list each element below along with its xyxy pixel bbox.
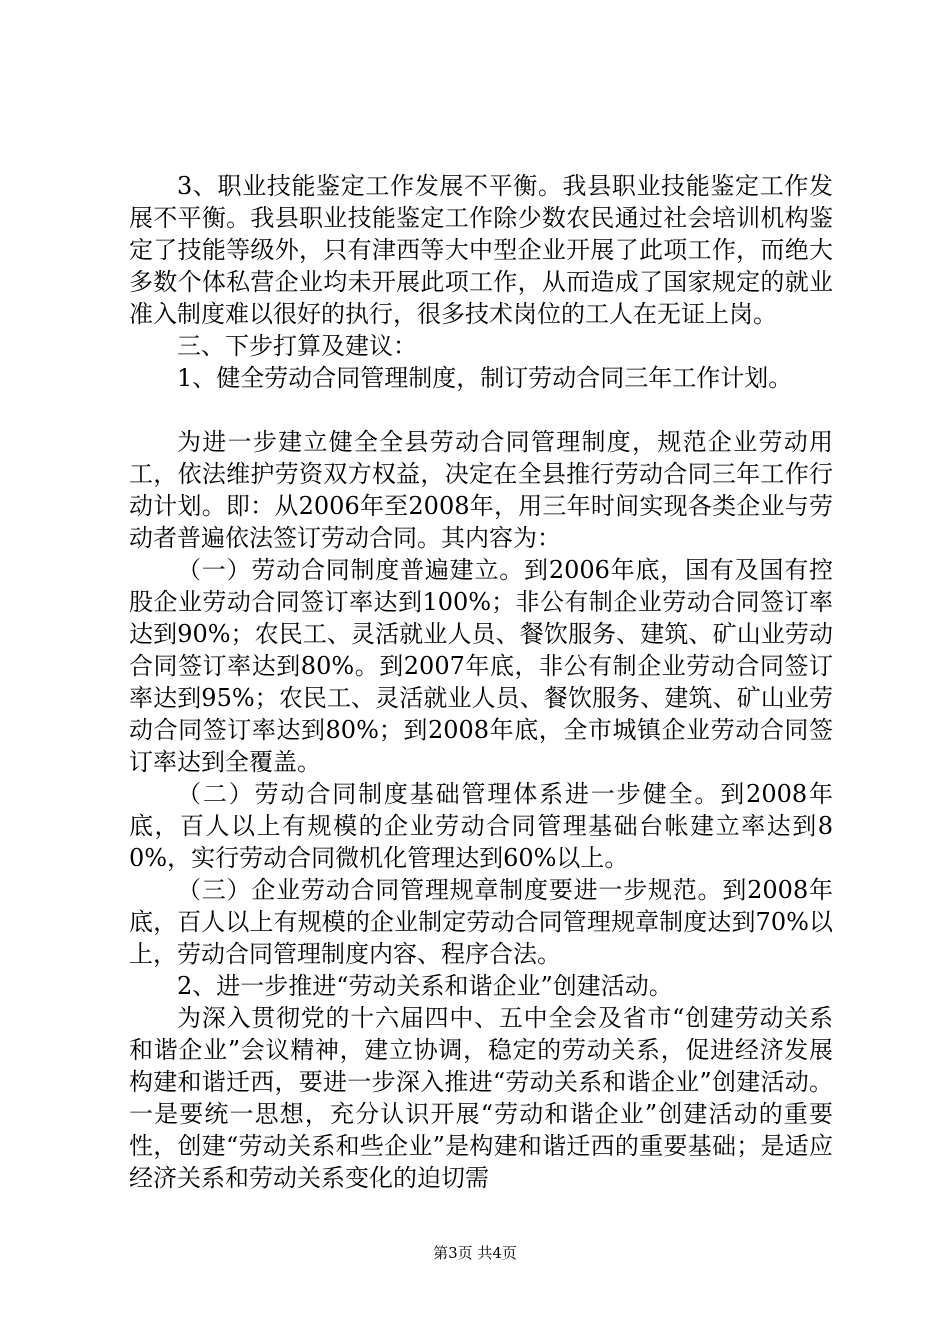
paragraph-three-year-plan: 为进一步建立健全全县劳动合同管理制度，规范企业劳动用工，依法维护劳资双方权益，决定在全县推行劳动合同三年工作行动计划。即：从2006年至2008年，用三年时间实现各类企业与劳动者普遍依法签订劳动合同。其内容为： xyxy=(129,428,833,552)
subheading-labor-contract-plan: 1、健全劳动合同管理制度，制订劳动合同三年工作计划。 xyxy=(177,364,793,392)
subheading-harmonious-enterprise: 2、进一步推进“劳动关系和谐企业”创建活动。 xyxy=(177,972,673,1000)
paragraph-skill-appraisal-imbalance: 3、职业技能鉴定工作发展不平衡。我县职业技能鉴定工作发展不平衡。我县职业技能鉴定工作除少数农民通过社会培训机构鉴定了技能等级外，只有津西等大中型企业开展了此项工作，而绝大多数个体私营企业均未开展此项工作，从而造成了国家规定的就业准入制度难以很好的执行，很多技术岗位的工人在无证上岗。 xyxy=(129,172,833,328)
page-footer: 第3页 共4页 xyxy=(433,1244,517,1262)
heading-next-steps: 三、下步打算及建议： xyxy=(177,332,417,360)
paragraph-item-one: （一）劳动合同制度普遍建立。到2006年底，国有及国有控股企业劳动合同签订率达到100%；非公有制企业劳动合同签订率达到90%；农民工、灵活就业人员、餐饮服务、建筑、矿山业劳动合同签订率达到80%。到2007年底，非公有制企业劳动合同签订率达到95%；农民工、灵活就业人员、餐饮服务、建筑、矿山业劳动合同签订率达到80%；到2008年底，全市城镇企业劳动合同签订率达到全覆盖。 xyxy=(129,556,833,776)
paragraph-item-three: （三）企业劳动合同管理规章制度要进一步规范。到2008年底，百人以上有规模的企业制定劳动合同管理规章制度达到70%以上，劳动合同管理制度内容、程序合法。 xyxy=(129,876,833,968)
document-body xyxy=(129,170,833,1194)
paragraph-item-two: （二）劳动合同制度基础管理体系进一步健全。到2008年底，百人以上有规模的企业劳动合同管理基础台帐建立率达到80%，实行劳动合同微机化管理达到60%以上。 xyxy=(129,780,833,872)
paragraph-harmonious-enterprise: 为深入贯彻党的十六届四中、五中全会及省市“创建劳动关系和谐企业”会议精神，建立协调，稳定的劳动关系，促进经济发展构建和谐迁西，要进一步深入推进“劳动关系和谐企业”创建活动。一是要统一思想，充分认识开展“劳动和谐企业”创建活动的重要性，创建“劳动关系和些企业”是构建和谐迁西的重要基础；是适应经济关系和劳动关系变化的迫切需 xyxy=(129,1004,833,1192)
